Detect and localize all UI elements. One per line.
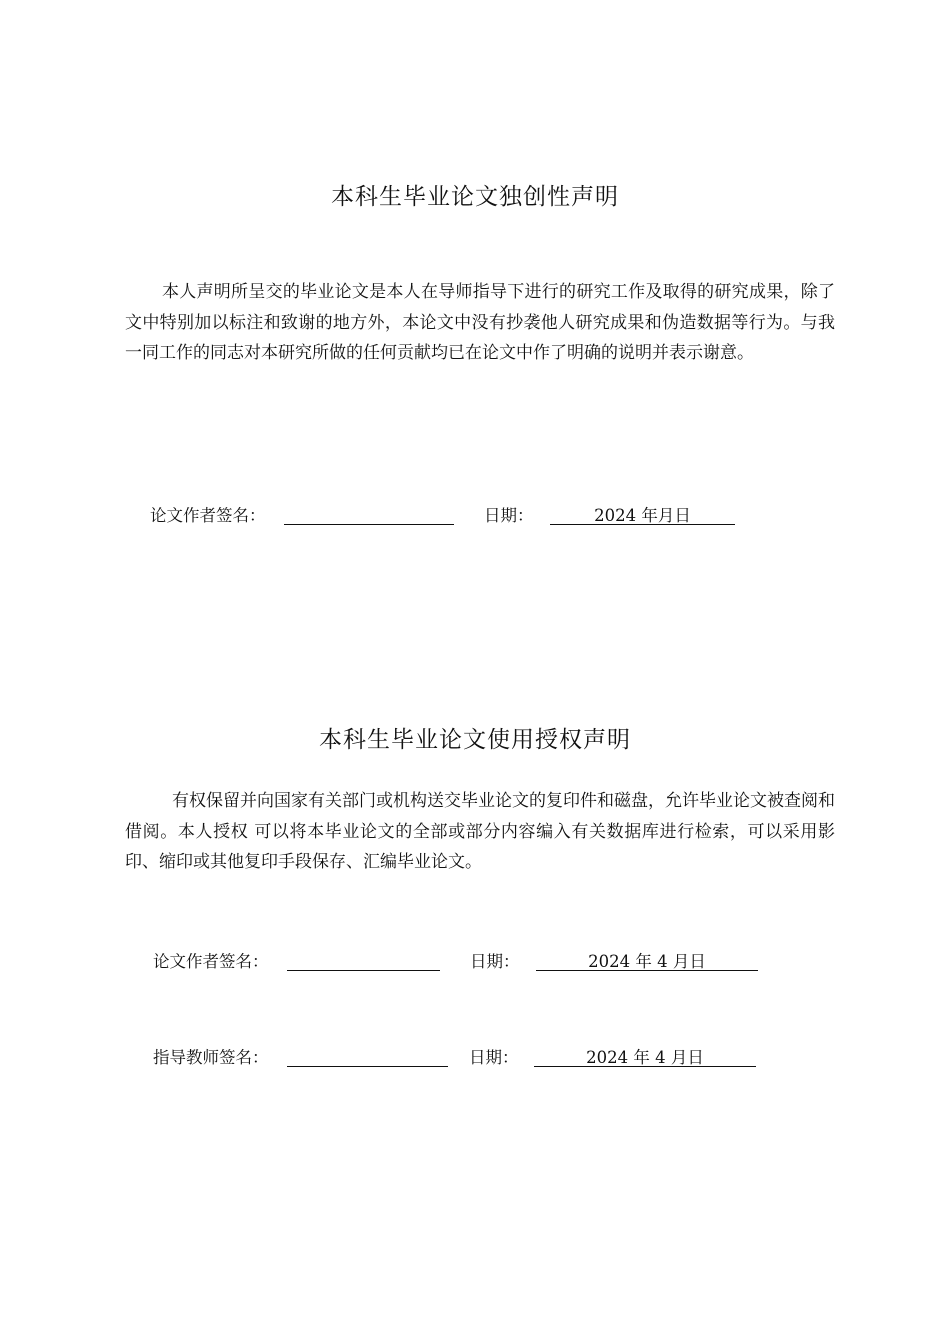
originality-body: 本人声明所呈交的毕业论文是本人在导师指导下进行的研究工作及取得的研究成果，除了文中特别加以标注和致谢的地方外，本论文中没有抄袭他人研究成果和伪造数据等行为。与我一同工作的同志对本研究所做的任何贡献均已在论文中作了明确的说明并表示谢意。 xyxy=(125,282,835,363)
date-field[interactable]: 2024 年 4 月日 xyxy=(536,948,758,971)
author-signature-field[interactable] xyxy=(284,502,454,525)
authorization-author-signature-row xyxy=(153,948,773,974)
authorization-body: 有权保留并向国家有关部门或机构送交毕业论文的复印件和磁盘，允许毕业论文被查阅和借阅。本人授权 可以将本毕业论文的全部或部分内容编入有关数据库进行检索，可以采用影印、缩印或其他复印手段保存、汇编毕业论文。 xyxy=(125,791,835,872)
originality-signature-row xyxy=(150,502,750,528)
originality-title: 本科生毕业论文独创性声明 xyxy=(331,184,619,210)
author-signature-label: 论文作者签名： xyxy=(150,506,266,525)
author-signature-field[interactable] xyxy=(287,948,440,971)
advisor-signature-label: 指导教师签名： xyxy=(153,1048,269,1067)
advisor-signature-field[interactable] xyxy=(287,1044,448,1067)
advisor-signature-row xyxy=(153,1044,773,1070)
date-label: 日期： xyxy=(470,952,520,971)
authorization-title: 本科生毕业论文使用授权声明 xyxy=(319,727,631,753)
author-signature-label: 论文作者签名： xyxy=(153,952,269,971)
date-label: 日期： xyxy=(469,1048,519,1067)
date-field[interactable]: 2024 年 4 月日 xyxy=(534,1044,756,1067)
date-label: 日期： xyxy=(484,506,534,525)
date-field[interactable]: 2024 年月日 xyxy=(550,502,735,525)
